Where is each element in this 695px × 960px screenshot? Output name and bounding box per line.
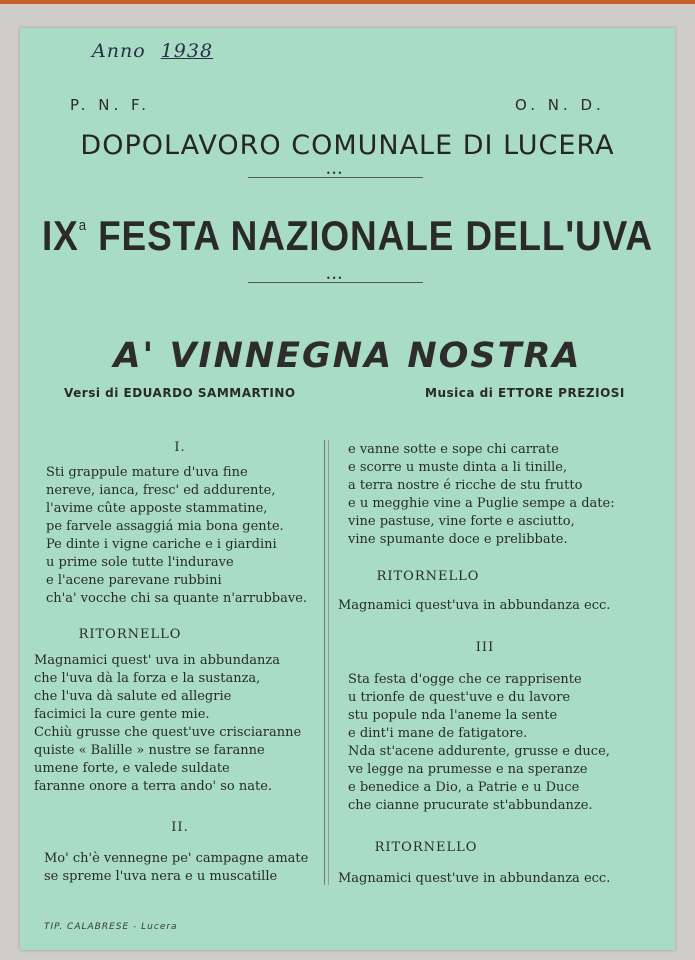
verse-line: u trionfe de quest'uve e du lavore <box>348 690 571 705</box>
stanza-2-continued <box>348 441 615 549</box>
stanza-2 <box>44 850 308 886</box>
verse-line: e benedice a Dio, a Patrie e u Duce <box>348 780 580 795</box>
verse-line: che l'uva dà la forza e la sustanza, <box>34 671 261 686</box>
handwritten-word: Anno <box>92 40 146 62</box>
festival-number-sup: a <box>78 217 87 234</box>
refrain-1-title: RITORNELLO <box>78 627 182 642</box>
verse-line: vine pastuse, vine forte e asciutto, <box>348 514 575 529</box>
handwritten-date <box>92 40 213 62</box>
verse-line: Magnamici quest' uva in abbundanza <box>34 653 280 668</box>
verse-line: ve legge na prumesse e na speranze <box>348 762 588 777</box>
verse-line: Nda st'acene addurente, grusse e duce, <box>348 744 610 759</box>
verse-line: vine spumante doce e prelibbate. <box>348 532 568 547</box>
verse-line: facimici la cure gente mie. <box>34 707 210 722</box>
verse-line: faranne onore a terra ando' so nate. <box>34 779 273 794</box>
divider-bottom <box>248 282 423 283</box>
verse-line: Sta festa d'ogge che ce rapprisente <box>348 672 582 687</box>
verse-line: e l'acene parevane rubbini <box>46 573 222 588</box>
verse-line: e scorre u muste dinta a li tinille, <box>348 460 568 475</box>
lyrics-credit: Versi di EDUARDO SAMMARTINO <box>64 386 296 400</box>
refrain-1 <box>34 652 301 796</box>
verse-line: Mo' ch'è vennegne pe' campagne amate <box>44 851 309 866</box>
stanza-3-title: III <box>475 640 495 655</box>
verse-line: e vanne sotte e sope chi carrate <box>348 442 559 457</box>
verse-line: che cianne prucurate st'abbundanze. <box>348 798 593 813</box>
festival-name: FESTA NAZIONALE DELL'UVA <box>98 212 653 259</box>
verse-line: Sti grappule mature d'uva fine <box>46 465 248 480</box>
verse-line: a terra nostre é ricche de stu frutto <box>348 478 583 493</box>
stanza-2-title: II. <box>171 820 189 835</box>
divider-top <box>248 177 423 178</box>
verse-line: u prime sole tutte l'indurave <box>46 555 234 570</box>
song-title: A' VINNEGNA NOSTRA <box>113 336 582 376</box>
refrain-2-title: RITORNELLO <box>376 569 480 584</box>
verse-line: quiste « Balille » nustre se faranne <box>34 743 265 758</box>
verse-line: Magnamici quest'uve in abbundanza ecc. <box>338 871 611 886</box>
stanza-1-title: I. <box>174 440 186 455</box>
stanza-3 <box>348 671 610 815</box>
column-divider-inner <box>328 440 329 885</box>
refrain-2 <box>338 597 610 615</box>
festival-number: IX <box>42 212 79 259</box>
verse-line: pe farvele assaggiá mia bona gente. <box>46 519 284 534</box>
refrain-3-title: RITORNELLO <box>374 840 478 855</box>
verse-line: e dint'i mane de fatigatore. <box>348 726 528 741</box>
org-label: O. N. D. <box>515 96 605 114</box>
festival-title <box>42 212 654 260</box>
refrain-3 <box>338 870 610 888</box>
verse-line: e u megghie vine a Puglie sempe a date: <box>348 496 615 511</box>
printer-credit: TIP. CALABRESE - Lucera <box>44 922 178 932</box>
handwritten-year: 1938 <box>160 40 214 62</box>
verse-line: umene forte, e valede suldate <box>34 761 230 776</box>
column-divider <box>324 440 325 885</box>
verse-line: ch'a' vocche chi sa quante n'arrubbave. <box>46 591 308 606</box>
stanza-1 <box>46 464 307 608</box>
verse-line: se spreme l'uva nera e u muscatille <box>44 869 278 884</box>
verse-line: stu populе nda l'aneme la sente <box>348 708 558 723</box>
verse-line: Magnamici quest'uva in abbundanza ecc. <box>338 598 611 613</box>
party-label: P. N. F. <box>70 96 150 114</box>
verse-line: Pe dinte i vigne cariche e i giardini <box>46 537 277 552</box>
verse-line: Cchiù grusse che quest'uve crisciaranne <box>34 725 302 740</box>
verse-line: nereve, ianca, fresc' ed addurente, <box>46 483 276 498</box>
organizer-title: DOPOLAVORO COMUNALE DI LUCERA <box>80 130 615 161</box>
music-credit: Musica di ETTORE PREZIOSI <box>425 386 625 400</box>
verse-line: l'avime cûte apposte stammatine, <box>46 501 268 516</box>
verse-line: che l'uva dà salute ed allegrie <box>34 689 232 704</box>
